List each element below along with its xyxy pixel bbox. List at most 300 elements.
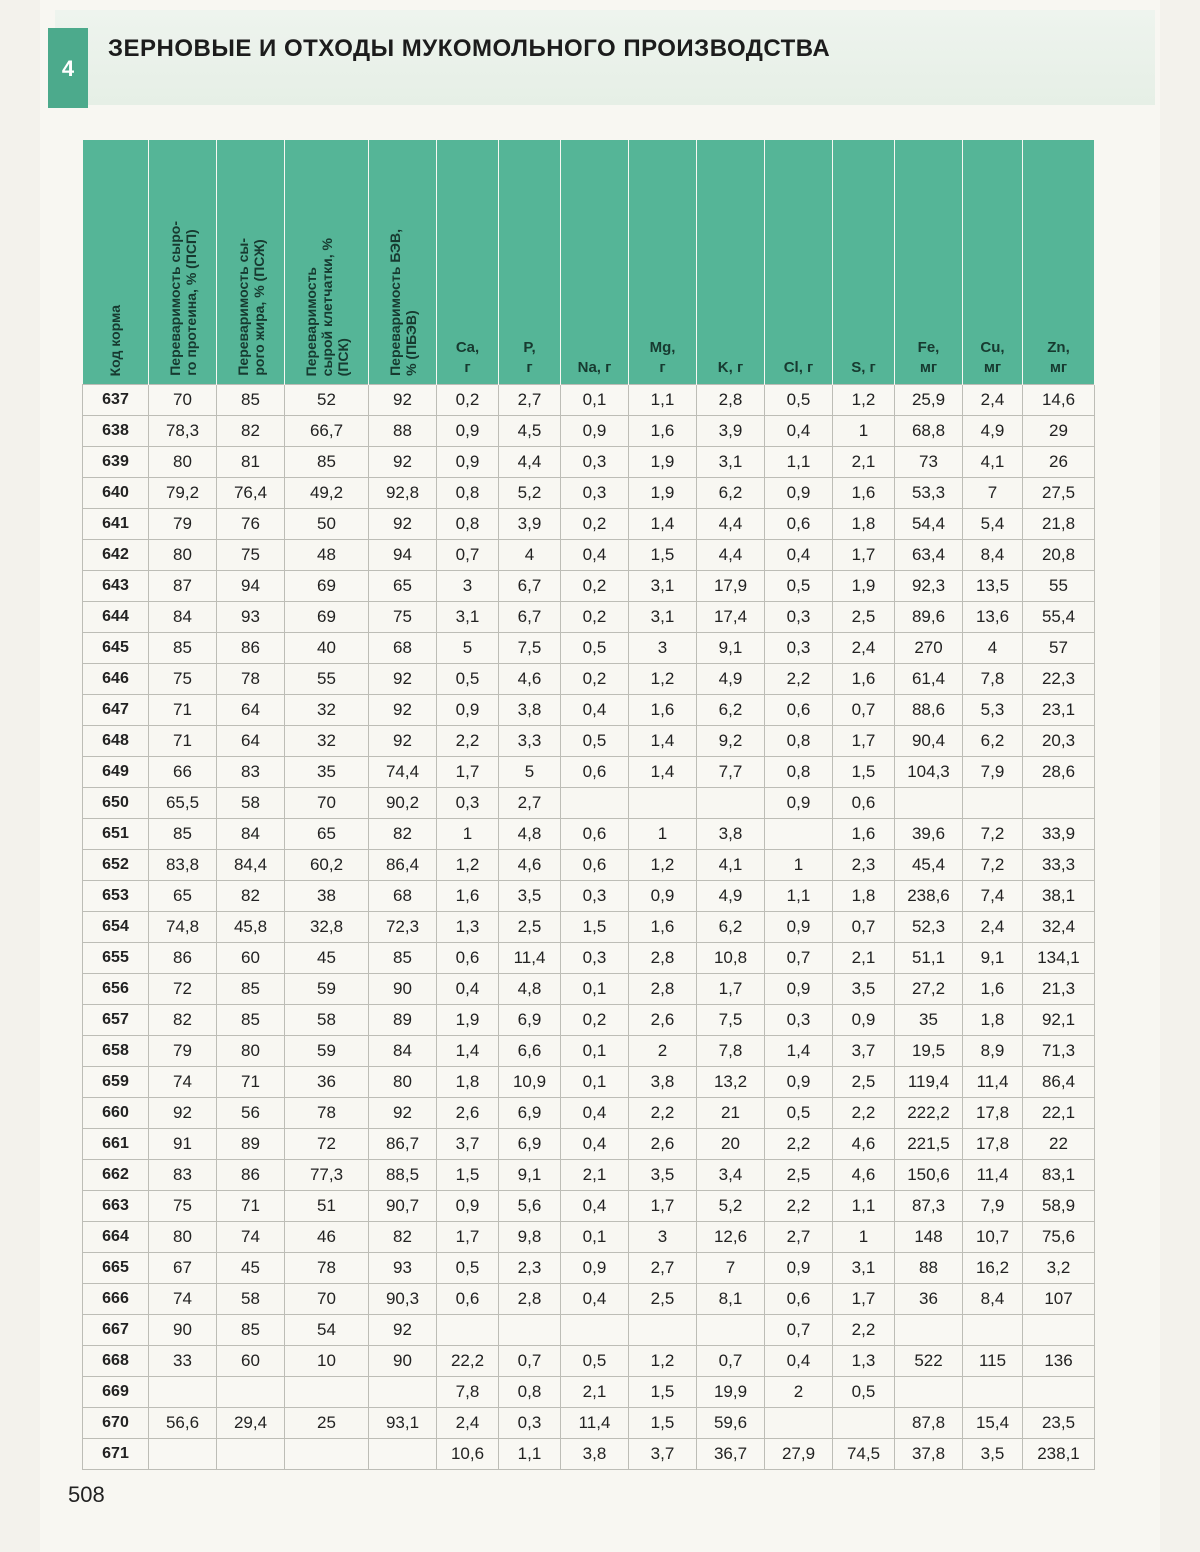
- table-cell: 80: [149, 447, 217, 478]
- table-cell: 27,5: [1023, 478, 1095, 509]
- table-cell: 8,9: [963, 1036, 1023, 1067]
- table-row: [83, 1253, 1095, 1284]
- table-cell: 58: [217, 1284, 285, 1315]
- table-cell: 14,6: [1023, 385, 1095, 416]
- table-cell: 1,1: [499, 1439, 561, 1470]
- table-row: [83, 1315, 1095, 1346]
- table-cell: 74,5: [833, 1439, 895, 1470]
- table-cell: 11,4: [499, 943, 561, 974]
- table-cell: 80: [217, 1036, 285, 1067]
- table-cell: 0,9: [437, 416, 499, 447]
- table-cell: 0,6: [437, 943, 499, 974]
- table-cell: 94: [217, 571, 285, 602]
- table-cell: 7: [697, 1253, 765, 1284]
- table-cell: 21,3: [1023, 974, 1095, 1005]
- table-cell: 1,1: [629, 385, 697, 416]
- table-row: [83, 881, 1095, 912]
- table-row: [83, 1036, 1095, 1067]
- table-cell: 65,5: [149, 788, 217, 819]
- table-cell: 33: [149, 1346, 217, 1377]
- table-header-row: [83, 140, 1095, 385]
- table-cell: 85: [217, 1315, 285, 1346]
- table-cell: 1: [833, 416, 895, 447]
- table-cell: 17,8: [963, 1098, 1023, 1129]
- table-cell: 2,6: [629, 1129, 697, 1160]
- table-cell: 2,2: [765, 664, 833, 695]
- table-cell: 85: [217, 1005, 285, 1036]
- table-cell: 1: [437, 819, 499, 850]
- table-cell: 58,9: [1023, 1191, 1095, 1222]
- table-cell: 65: [149, 881, 217, 912]
- table-cell: 7,4: [963, 881, 1023, 912]
- table-cell: 1,5: [629, 1377, 697, 1408]
- table-cell: 7,5: [499, 633, 561, 664]
- feed-code-cell: 656: [83, 974, 149, 1005]
- column-header: [83, 140, 149, 385]
- table-cell: 73: [895, 447, 963, 478]
- table-cell: 75: [369, 602, 437, 633]
- table-cell: 5,3: [963, 695, 1023, 726]
- column-header: [149, 140, 217, 385]
- table-cell: 64: [217, 726, 285, 757]
- table-cell: [963, 788, 1023, 819]
- table-cell: 92: [149, 1098, 217, 1129]
- table-cell: 1,1: [765, 881, 833, 912]
- table-row: [83, 1222, 1095, 1253]
- table-cell: 2,1: [561, 1377, 629, 1408]
- table-row: [83, 602, 1095, 633]
- table-cell: 0,9: [629, 881, 697, 912]
- table-cell: 2,2: [765, 1191, 833, 1222]
- table-cell: 12,6: [697, 1222, 765, 1253]
- table-cell: 22,1: [1023, 1098, 1095, 1129]
- table-cell: 68: [369, 633, 437, 664]
- table-cell: 0,7: [697, 1346, 765, 1377]
- table-body: [83, 385, 1095, 1470]
- table-cell: 0,7: [833, 695, 895, 726]
- table-cell: 81: [217, 447, 285, 478]
- table-cell: 10,6: [437, 1439, 499, 1470]
- table-cell: 59,6: [697, 1408, 765, 1439]
- column-header-label: Переваримость сыро- го протеина, % (ПСП): [166, 221, 199, 376]
- table-cell: 1,6: [963, 974, 1023, 1005]
- table-cell: 2,7: [765, 1222, 833, 1253]
- table-cell: 3,1: [697, 447, 765, 478]
- table-cell: 20,3: [1023, 726, 1095, 757]
- table-cell: 4,8: [499, 819, 561, 850]
- table-cell: 7,8: [437, 1377, 499, 1408]
- column-header: S, г: [833, 140, 895, 385]
- table-cell: 79,2: [149, 478, 217, 509]
- table-cell: 115: [963, 1346, 1023, 1377]
- feed-code-cell: 645: [83, 633, 149, 664]
- table-cell: 5: [437, 633, 499, 664]
- table-cell: 83: [149, 1160, 217, 1191]
- table-cell: 39,6: [895, 819, 963, 850]
- table-cell: 0,8: [437, 509, 499, 540]
- table-cell: 71: [217, 1191, 285, 1222]
- table-cell: 10: [285, 1346, 369, 1377]
- table-cell: 9,8: [499, 1222, 561, 1253]
- table-cell: 10,8: [697, 943, 765, 974]
- table-cell: 2,2: [833, 1315, 895, 1346]
- table-cell: 222,2: [895, 1098, 963, 1129]
- table-row: [83, 447, 1095, 478]
- table-cell: 83,1: [1023, 1160, 1095, 1191]
- table-row: [83, 726, 1095, 757]
- table-cell: [1023, 1377, 1095, 1408]
- table-cell: 0,7: [765, 1315, 833, 1346]
- table-cell: 6,2: [697, 912, 765, 943]
- feed-code-cell: 643: [83, 571, 149, 602]
- table-row: [83, 1377, 1095, 1408]
- table-cell: 1,9: [833, 571, 895, 602]
- table-cell: 4,9: [963, 416, 1023, 447]
- table-row: [83, 509, 1095, 540]
- table-row: [83, 664, 1095, 695]
- table-cell: 69: [285, 602, 369, 633]
- table-cell: 25: [285, 1408, 369, 1439]
- feed-code-cell: 660: [83, 1098, 149, 1129]
- table-cell: 90,3: [369, 1284, 437, 1315]
- table-cell: 86: [217, 633, 285, 664]
- table-cell: 0,4: [765, 540, 833, 571]
- table-cell: 38,1: [1023, 881, 1095, 912]
- table-cell: 4,1: [963, 447, 1023, 478]
- table-cell: 6,9: [499, 1129, 561, 1160]
- table-cell: 48: [285, 540, 369, 571]
- table-cell: 1: [765, 850, 833, 881]
- table-cell: 92: [369, 509, 437, 540]
- table-cell: 1,7: [697, 974, 765, 1005]
- table-cell: 1,8: [963, 1005, 1023, 1036]
- table-cell: 45,4: [895, 850, 963, 881]
- feed-code-cell: 653: [83, 881, 149, 912]
- table-cell: 74,8: [149, 912, 217, 943]
- table-cell: 74: [149, 1067, 217, 1098]
- feed-code-cell: 652: [83, 850, 149, 881]
- table-cell: 3,5: [629, 1160, 697, 1191]
- table-cell: 4,9: [697, 664, 765, 695]
- table-cell: 66,7: [285, 416, 369, 447]
- table-cell: 55: [285, 664, 369, 695]
- feed-code-cell: 666: [83, 1284, 149, 1315]
- table-cell: 1,9: [629, 478, 697, 509]
- table-cell: 0,7: [499, 1346, 561, 1377]
- table-cell: 7,2: [963, 819, 1023, 850]
- table-cell: [629, 1315, 697, 1346]
- table-cell: 51,1: [895, 943, 963, 974]
- table-cell: 52: [285, 385, 369, 416]
- table-cell: 148: [895, 1222, 963, 1253]
- table-cell: 89,6: [895, 602, 963, 633]
- table-cell: 4,4: [697, 540, 765, 571]
- table-cell: 2,8: [499, 1284, 561, 1315]
- table-cell: 104,3: [895, 757, 963, 788]
- feed-code-cell: 671: [83, 1439, 149, 1470]
- table-cell: 0,3: [561, 881, 629, 912]
- table-cell: 0,3: [499, 1408, 561, 1439]
- table-cell: 83,8: [149, 850, 217, 881]
- table-cell: 3,1: [833, 1253, 895, 1284]
- table-cell: 84: [149, 602, 217, 633]
- table-cell: 35: [285, 757, 369, 788]
- table-cell: 64: [217, 695, 285, 726]
- table-cell: 85: [217, 385, 285, 416]
- table-cell: 0,1: [561, 385, 629, 416]
- column-header: Cu, мг: [963, 140, 1023, 385]
- table-cell: [1023, 1315, 1095, 1346]
- table-cell: 0,4: [561, 1129, 629, 1160]
- table-cell: 45,8: [217, 912, 285, 943]
- table-cell: 29: [1023, 416, 1095, 447]
- table-cell: 0,3: [561, 447, 629, 478]
- table-cell: 107: [1023, 1284, 1095, 1315]
- table-cell: 21: [697, 1098, 765, 1129]
- feed-code-cell: 664: [83, 1222, 149, 1253]
- table-cell: 1: [629, 819, 697, 850]
- feed-code-cell: 639: [83, 447, 149, 478]
- table-cell: 93,1: [369, 1408, 437, 1439]
- table-cell: 11,4: [561, 1408, 629, 1439]
- table-cell: [963, 1315, 1023, 1346]
- table-cell: 1,5: [437, 1160, 499, 1191]
- table-cell: 90: [149, 1315, 217, 1346]
- table-cell: 63,4: [895, 540, 963, 571]
- table-cell: [697, 1315, 765, 1346]
- table-cell: 92: [369, 385, 437, 416]
- feed-code-cell: 648: [83, 726, 149, 757]
- table-cell: 1,1: [765, 447, 833, 478]
- table-cell: 1,6: [833, 819, 895, 850]
- table-cell: 61,4: [895, 664, 963, 695]
- table-cell: 75,6: [1023, 1222, 1095, 1253]
- table-cell: 1,6: [437, 881, 499, 912]
- table-cell: 7,9: [963, 1191, 1023, 1222]
- table-cell: 1,7: [833, 1284, 895, 1315]
- table-cell: 7,7: [697, 757, 765, 788]
- table-cell: 85: [369, 943, 437, 974]
- table-cell: 2,2: [437, 726, 499, 757]
- table-cell: 85: [149, 819, 217, 850]
- table-cell: 85: [217, 974, 285, 1005]
- table-cell: 1,3: [437, 912, 499, 943]
- table-cell: 0,1: [561, 974, 629, 1005]
- table-cell: 58: [217, 788, 285, 819]
- table-cell: 92: [369, 1315, 437, 1346]
- table-cell: 90,4: [895, 726, 963, 757]
- table-cell: 11,4: [963, 1067, 1023, 1098]
- table-row: [83, 1439, 1095, 1470]
- table-cell: 1,9: [437, 1005, 499, 1036]
- table-row: [83, 819, 1095, 850]
- feed-code-cell: 665: [83, 1253, 149, 1284]
- table-cell: 17,9: [697, 571, 765, 602]
- table-cell: 72: [149, 974, 217, 1005]
- table-cell: 119,4: [895, 1067, 963, 1098]
- table-cell: 270: [895, 633, 963, 664]
- table-cell: 1,8: [833, 509, 895, 540]
- table-cell: 0,8: [499, 1377, 561, 1408]
- table-cell: 13,5: [963, 571, 1023, 602]
- table-cell: 0,5: [765, 571, 833, 602]
- table-cell: 0,1: [561, 1222, 629, 1253]
- column-header-label: Переваримость сырой клетчатки, % (ПСК): [302, 237, 351, 376]
- table-cell: 2,8: [629, 943, 697, 974]
- table-cell: 2,4: [963, 912, 1023, 943]
- table-cell: 88: [895, 1253, 963, 1284]
- column-header-label: Код корма: [107, 304, 124, 376]
- table-cell: 10,9: [499, 1067, 561, 1098]
- table-cell: 2,7: [499, 788, 561, 819]
- table-cell: 45: [285, 943, 369, 974]
- feed-code-cell: 655: [83, 943, 149, 974]
- table-cell: 82: [217, 416, 285, 447]
- table-cell: 3,9: [697, 416, 765, 447]
- table-cell: 88,6: [895, 695, 963, 726]
- table-cell: 6,2: [697, 478, 765, 509]
- table-row: [83, 416, 1095, 447]
- table-cell: 9,1: [499, 1160, 561, 1191]
- table-cell: 87,8: [895, 1408, 963, 1439]
- table-cell: 3,1: [629, 571, 697, 602]
- table-cell: 1,6: [833, 478, 895, 509]
- table-cell: 77,3: [285, 1160, 369, 1191]
- table-cell: 0,1: [561, 1036, 629, 1067]
- table-cell: 5,2: [697, 1191, 765, 1222]
- table-cell: 92,1: [1023, 1005, 1095, 1036]
- table-cell: 0,4: [765, 1346, 833, 1377]
- table-cell: 4,8: [499, 974, 561, 1005]
- table-cell: 0,8: [765, 726, 833, 757]
- table-cell: 2,1: [833, 943, 895, 974]
- table-cell: 6,7: [499, 571, 561, 602]
- table-cell: 4,5: [499, 416, 561, 447]
- table-cell: 9,1: [963, 943, 1023, 974]
- table-cell: 0,4: [765, 416, 833, 447]
- table-cell: 53,3: [895, 478, 963, 509]
- table-cell: 1,5: [833, 757, 895, 788]
- table-cell: 36,7: [697, 1439, 765, 1470]
- table-cell: 75: [149, 664, 217, 695]
- table-cell: 71: [217, 1067, 285, 1098]
- table-cell: 0,9: [765, 1067, 833, 1098]
- table-cell: 2,3: [499, 1253, 561, 1284]
- table-cell: 56,6: [149, 1408, 217, 1439]
- table-cell: 4,6: [499, 664, 561, 695]
- table-cell: 32,8: [285, 912, 369, 943]
- table-cell: 6,9: [499, 1098, 561, 1129]
- page-number: 508: [68, 1482, 105, 1507]
- feed-code-cell: 637: [83, 385, 149, 416]
- table-cell: 7,5: [697, 1005, 765, 1036]
- table-cell: 16,2: [963, 1253, 1023, 1284]
- table-cell: 65: [285, 819, 369, 850]
- table-cell: 4,6: [499, 850, 561, 881]
- table-cell: 15,4: [963, 1408, 1023, 1439]
- feed-composition-table-wrap: [82, 140, 1095, 1470]
- table-cell: 82: [149, 1005, 217, 1036]
- table-row: [83, 974, 1095, 1005]
- table-row: [83, 478, 1095, 509]
- column-header: Fe, мг: [895, 140, 963, 385]
- table-cell: 3: [437, 571, 499, 602]
- column-header: Zn, мг: [1023, 140, 1095, 385]
- table-cell: 0,2: [561, 664, 629, 695]
- table-cell: 88: [369, 416, 437, 447]
- table-cell: 90,7: [369, 1191, 437, 1222]
- table-cell: 1,6: [629, 695, 697, 726]
- table-cell: 0,7: [833, 912, 895, 943]
- feed-code-cell: 662: [83, 1160, 149, 1191]
- table-cell: 36: [895, 1284, 963, 1315]
- table-cell: 2,2: [833, 1098, 895, 1129]
- table-cell: 4: [963, 633, 1023, 664]
- table-row: [83, 1191, 1095, 1222]
- table-cell: 1,3: [833, 1346, 895, 1377]
- table-cell: 3,4: [697, 1160, 765, 1191]
- column-header-label: Переваримость сы- рого жира, % (ПСЖ): [234, 238, 267, 376]
- table-cell: 238,6: [895, 881, 963, 912]
- table-cell: 2,5: [499, 912, 561, 943]
- table-cell: 3,5: [499, 881, 561, 912]
- table-cell: 522: [895, 1346, 963, 1377]
- table-cell: 8,4: [963, 540, 1023, 571]
- table-cell: 0,3: [437, 788, 499, 819]
- table-cell: 1,1: [833, 1191, 895, 1222]
- column-header: [369, 140, 437, 385]
- table-cell: [285, 1377, 369, 1408]
- feed-code-cell: 638: [83, 416, 149, 447]
- table-cell: 85: [285, 447, 369, 478]
- table-cell: 1,7: [437, 757, 499, 788]
- table-cell: 0,4: [561, 1191, 629, 1222]
- table-cell: 78,3: [149, 416, 217, 447]
- table-cell: 2,2: [765, 1129, 833, 1160]
- table-cell: 55,4: [1023, 602, 1095, 633]
- table-cell: 3,5: [963, 1439, 1023, 1470]
- table-cell: 68,8: [895, 416, 963, 447]
- table-cell: 3,3: [499, 726, 561, 757]
- table-cell: 1,7: [629, 1191, 697, 1222]
- column-header: Cl, г: [765, 140, 833, 385]
- table-cell: 71: [149, 695, 217, 726]
- table-row: [83, 385, 1095, 416]
- table-row: [83, 850, 1095, 881]
- table-cell: 0,9: [437, 1191, 499, 1222]
- table-cell: 3,8: [629, 1067, 697, 1098]
- table-cell: 0,6: [765, 1284, 833, 1315]
- table-cell: 32: [285, 695, 369, 726]
- table-cell: 0,5: [765, 385, 833, 416]
- table-cell: 36: [285, 1067, 369, 1098]
- table-cell: 92: [369, 664, 437, 695]
- table-cell: 90: [369, 1346, 437, 1377]
- table-cell: 0,5: [561, 726, 629, 757]
- table-cell: 2,4: [437, 1408, 499, 1439]
- table-cell: 27,9: [765, 1439, 833, 1470]
- table-cell: 0,6: [765, 695, 833, 726]
- table-cell: 76: [217, 509, 285, 540]
- table-cell: 2,7: [499, 385, 561, 416]
- table-cell: 82: [217, 881, 285, 912]
- table-cell: 74: [149, 1284, 217, 1315]
- table-cell: 0,3: [765, 1005, 833, 1036]
- table-cell: 2,1: [561, 1160, 629, 1191]
- table-cell: 35: [895, 1005, 963, 1036]
- table-cell: 79: [149, 509, 217, 540]
- column-header: Ca, г: [437, 140, 499, 385]
